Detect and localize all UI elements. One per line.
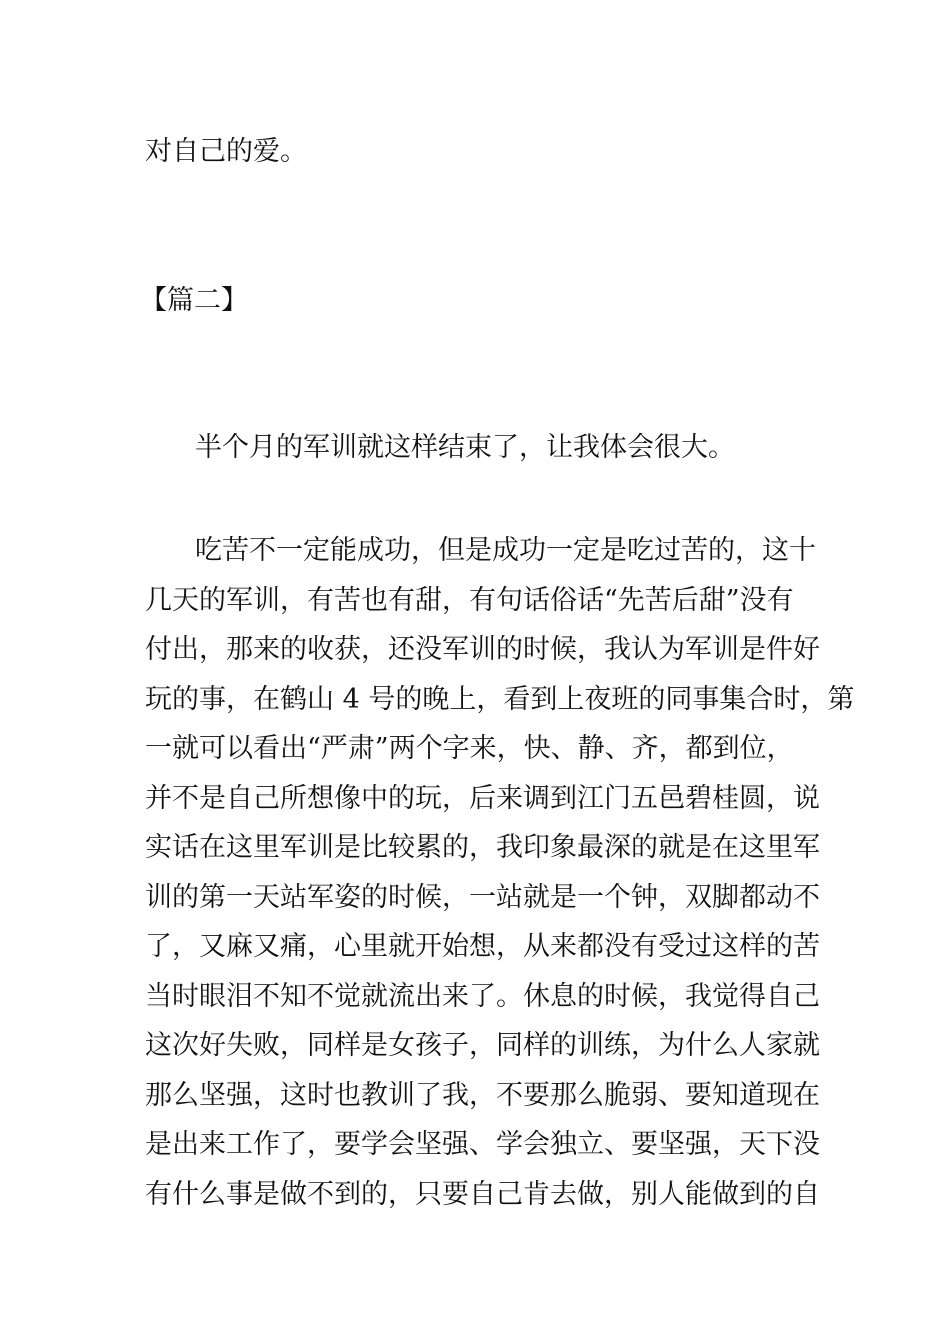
paragraph-1: 半个月的军训就这样结束了，让我体会很大。: [195, 432, 735, 463]
section-heading: 【篇二】: [140, 285, 248, 316]
paragraph-2-line: 当时眼泪不知不觉就流出来了。休息的时候，我觉得自己: [145, 981, 820, 1012]
paragraph-2-line: 那么坚强，这时也教训了我，不要那么脆弱、要知道现在: [145, 1080, 820, 1111]
paragraph-2-line: 有什么事是做不到的，只要自己肯去做，别人能做到的自: [145, 1179, 820, 1210]
paragraph-2-line: 一就可以看出“严肃”两个字来，快、静、齐，都到位，: [145, 733, 794, 764]
paragraph-2-line: 吃苦不一定能成功，但是成功一定是吃过苦的，这十: [195, 535, 816, 566]
paragraph-2-line: 训的第一天站军姿的时候，一站就是一个钟，双脚都动不: [145, 882, 820, 913]
paragraph-2-line: 并不是自己所想像中的玩，后来调到江门五邑碧桂圆，说: [145, 783, 820, 814]
paragraph-2-line: 实话在这里军训是比较累的，我印象最深的就是在这里军: [145, 832, 820, 863]
paragraph-2-line: 玩的事，在鹤山 4 号的晚上，看到上夜班的同事集合时，第: [145, 684, 855, 715]
paragraph-2-line: 这次好失败，同样是女孩子，同样的训练，为什么人家就: [145, 1030, 820, 1061]
paragraph-2-line: 付出，那来的收获，还没军训的时候，我认为军训是件好: [145, 634, 820, 665]
paragraph-2-line: 是出来工作了，要学会坚强、学会独立、要坚强，天下没: [145, 1129, 820, 1160]
continuation-text: 对自己的爱。: [145, 136, 307, 167]
paragraph-2-line: 几天的军训，有苦也有甜，有句话俗话“先苦后甜”没有: [145, 585, 794, 616]
paragraph-2-line: 了，又麻又痛，心里就开始想，从来都没有受过这样的苦: [145, 931, 820, 962]
